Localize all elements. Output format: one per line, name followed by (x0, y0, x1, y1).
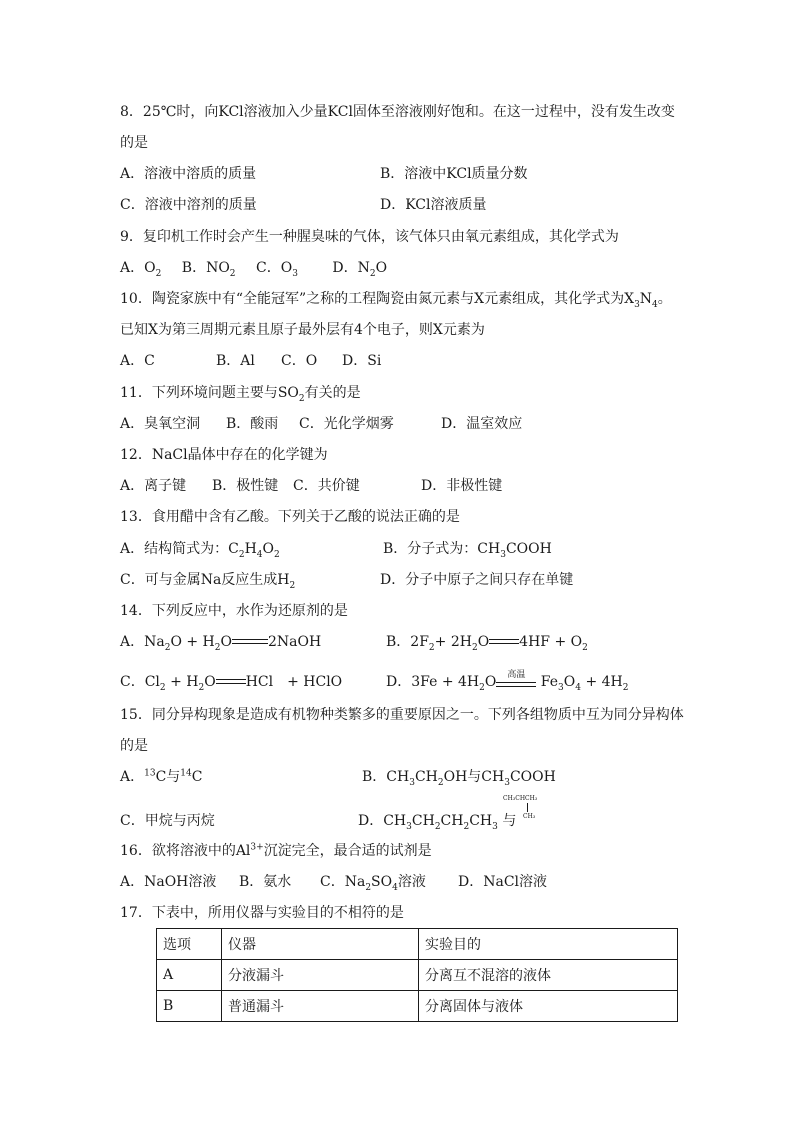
table-cell: 分离互不混溶的液体 (419, 960, 678, 991)
q11-option-a: A．臭氧空洞 (120, 416, 201, 432)
q16-option-c: C．$Na_2SO_4$溶液 (320, 874, 426, 893)
table-cell: B (157, 991, 222, 1022)
table-row (157, 991, 678, 1022)
q13-stem: 13．食用醋中含有乙酸。下列关于乙酸的说法正确的是 (120, 509, 460, 525)
q12-stem: 12．NaCl晶体中存在的化学键为 (120, 447, 328, 463)
q8-option-b: B．溶液中KCl质量分数 (380, 166, 528, 182)
reaction-condition-arrow (496, 672, 536, 692)
q9-option-a: A．$O_2$ (120, 260, 162, 279)
structure-main-chain: CH₃CHCH₃ (503, 795, 538, 802)
q14-option-a: A．$Na_2O + H_2O$ 2NaOH (120, 634, 322, 653)
q9-options (120, 258, 387, 278)
q16-stem: 16．欲将溶液中的$Al^{3+}$沉淀完全，最合适的试剂是 (120, 842, 432, 859)
q10-option-c: C．O (281, 353, 318, 369)
q13-option-c: C．可与金属Na反应生成$H_2$ (120, 572, 296, 591)
table-header-cell: 实验目的 (419, 929, 678, 960)
q17-stem: 17．下表中，所用仪器与实验目的不相符的是 (120, 905, 404, 921)
structure-bond (527, 803, 528, 812)
table-header-cell: 仪器 (222, 929, 419, 960)
q12-option-a: A．离子键 (120, 478, 187, 494)
table-header-row (157, 929, 678, 960)
q8-stem-line1: 8．25℃时，向KCl溶液加入少量KCl固体至溶液刚好饱和。在这一过程中，没有发生改变 (120, 104, 675, 120)
q8-option-d: D．KCl溶液质量 (380, 197, 487, 213)
q17-table (156, 928, 678, 1022)
q9-stem: 9．复印机工作时会产生一种腥臭味的气体，该气体只由氧元素组成，其化学式为 (120, 229, 619, 245)
table-cell: A (157, 960, 222, 991)
q15-stem-line2: 的是 (120, 738, 148, 754)
table-row (157, 960, 678, 991)
q9-option-d: D．$N_2O$ (332, 260, 388, 279)
q8-option-a: A．溶液中溶质的质量 (120, 166, 257, 182)
table-header-cell: 选项 (157, 929, 222, 960)
q12-option-b: B．极性键 (212, 478, 279, 494)
q12-option-d: D．非极性键 (421, 478, 503, 494)
q9-option-b: B．$NO_2$ (181, 260, 236, 279)
q15-option-a: A．$^{13}$C与$^{14}$C (120, 768, 203, 785)
q14-stem: 14．下列反应中，水作为还原剂的是 (120, 603, 348, 619)
q8-option-c: C．溶液中溶剂的质量 (120, 197, 257, 213)
q14-option-c: C．$Cl_2 + H_2O$ HCl + HClO (120, 674, 343, 693)
q11-option-b: B．酸雨 (226, 416, 279, 432)
q16-option-a: A．NaOH溶液 (120, 874, 217, 890)
table-cell: 分离固体与液体 (419, 991, 678, 1022)
q16-option-d: D．NaCl溶液 (458, 874, 548, 890)
equals-sign-icon (232, 638, 268, 646)
q15-option-c: C．甲烷与丙烷 (120, 813, 215, 829)
q13-option-b: B．分子式为：$CH_3COOH$ (383, 541, 552, 560)
q10-option-d: D．Si (342, 353, 382, 369)
q14-option-b: B．$2F_2+ 2H_2O$ $4HF + O_2$ (386, 634, 588, 653)
equals-sign-icon (216, 678, 246, 686)
q8-stem-line2: 的是 (120, 135, 148, 151)
q13-option-d: D．分子中原子之间只存在单键 (380, 572, 574, 588)
q11-option-c: C．光化学烟雾 (299, 416, 394, 432)
table-cell: 分液漏斗 (222, 960, 419, 991)
q13-option-a: A．结构简式为：$C_2H_4O_2$ (120, 541, 280, 560)
q15-option-d: D．$CH_3CH_2CH_2CH_3$ 与 (358, 813, 517, 832)
q10-option-b: B．Al (216, 353, 255, 369)
structure-branch: CH₃ (523, 813, 536, 820)
q14-option-d: D．$3Fe + 4H_2O$ 高温 $Fe_3O_4 + 4H_2$ (386, 670, 629, 693)
q16-option-b: B．氨水 (239, 874, 292, 890)
q11-stem: 11．下列环境问题主要与$SO_2$有关的是 (120, 385, 361, 404)
q11-option-d: D．温室效应 (441, 416, 523, 432)
q12-option-c: C．共价键 (293, 478, 360, 494)
table-cell: 普通漏斗 (222, 991, 419, 1022)
q15-option-b: B．$CH_3CH_2OH$与$CH_3COOH$ (362, 769, 556, 788)
q10-option-a: A．C (120, 353, 155, 369)
q10-stem-line1: 10．陶瓷家族中有“全能冠军”之称的工程陶瓷由氮元素与X元素组成，其化学式为$X_3N_4$。 (120, 291, 672, 310)
isobutane-structure (503, 795, 553, 825)
q9-option-c: C．$O_3$ (255, 260, 298, 279)
reaction-condition-label: 高温 (507, 670, 526, 680)
q10-stem-line2: 已知X为第三周期元素且原子最外层有4个电子，则X元素为 (120, 322, 485, 338)
q15-stem-line1: 15．同分异构现象是造成有机物种类繁多的重要原因之一。下列各组物质中互为同分异构体 (120, 707, 684, 723)
equals-sign-icon (489, 638, 519, 646)
